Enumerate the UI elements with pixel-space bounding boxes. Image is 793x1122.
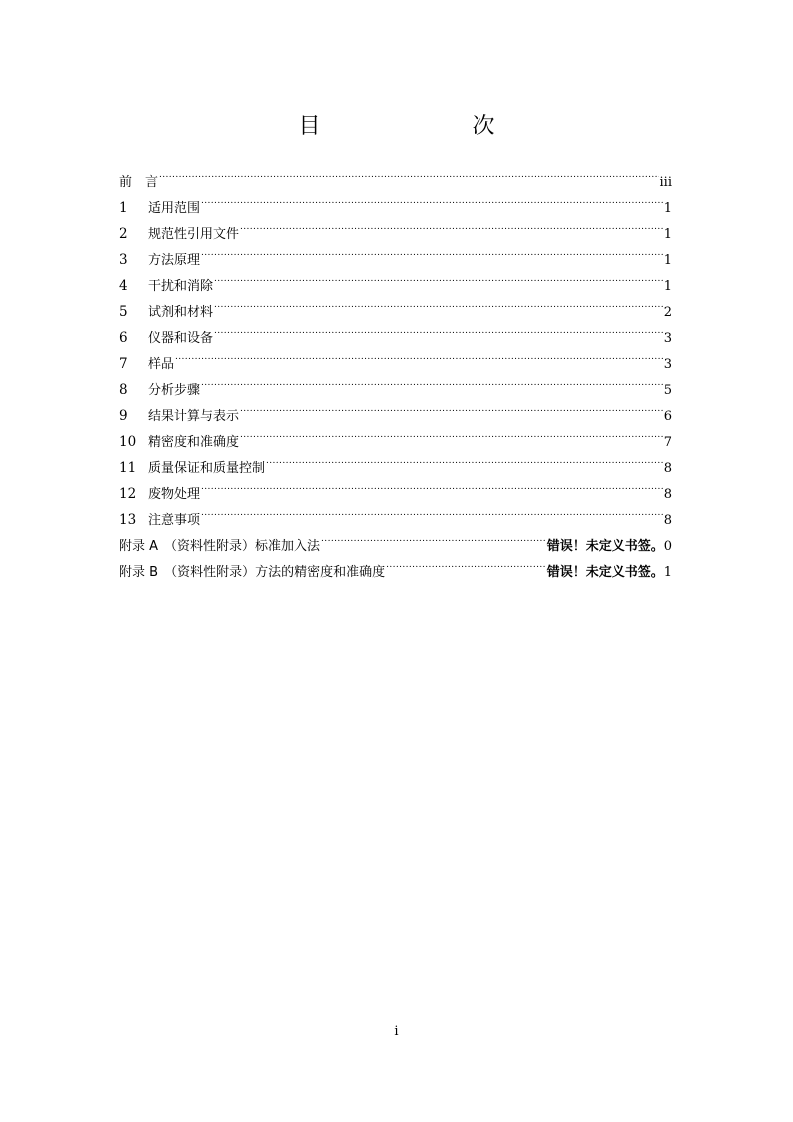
- toc-entry-page: 1: [663, 227, 672, 242]
- toc-entry-number: 10: [119, 434, 137, 450]
- toc-leader-dots: [240, 212, 663, 238]
- toc-entry-number: 2: [119, 226, 128, 242]
- toc-entry-label: （资料性附录）标准加入法: [164, 539, 321, 554]
- toc-entry-label: 规范性引用文件: [148, 227, 240, 242]
- toc-entry-label: 前 言: [119, 175, 159, 190]
- toc-entry-number: 11: [119, 460, 137, 476]
- toc-entry-page: iii: [659, 175, 672, 190]
- toc-error-bookmark: 错误！未定义书签。: [546, 565, 664, 580]
- toc-entry-number: 13: [119, 512, 137, 528]
- toc-leader-dots: [201, 368, 663, 394]
- toc-list: [119, 160, 672, 580]
- toc-leader-dots: [240, 394, 663, 420]
- toc-entry-page: 1: [663, 201, 672, 216]
- toc-leader-dots: [175, 342, 663, 368]
- toc-leader-dots: [214, 316, 663, 342]
- toc-entry-foreword[interactable]: [119, 160, 672, 190]
- toc-entry-label: （资料性附录）方法的精密度和准确度: [164, 565, 386, 580]
- toc-entry-page: 3: [663, 331, 672, 346]
- toc-entry-number: 8: [119, 382, 128, 398]
- toc-entry-number: 1: [119, 200, 128, 216]
- toc-entry-number: 9: [119, 408, 128, 424]
- toc-entry-page: 1: [663, 279, 672, 294]
- toc-entry-page: 7: [663, 435, 672, 450]
- toc-entry-label: 分析步骤: [148, 383, 201, 398]
- toc-leader-dots: [386, 550, 546, 576]
- toc-leader-dots: [266, 446, 663, 472]
- toc-entry-appendix-a[interactable]: [119, 524, 672, 554]
- toc-entry-label: 仪器和设备: [148, 331, 214, 346]
- toc-entry-4[interactable]: [119, 264, 672, 294]
- toc-leader-dots: [321, 524, 546, 550]
- toc-entry-label: 适用范围: [148, 201, 201, 216]
- toc-entry-label: 精密度和准确度: [148, 435, 240, 450]
- toc-entry-number: 7: [119, 356, 128, 372]
- toc-entry-label: 干扰和消除: [148, 279, 214, 294]
- toc-entry-label: 试剂和材料: [148, 305, 214, 320]
- toc-entry-number: 5: [119, 304, 128, 320]
- toc-entry-page: 5: [663, 383, 672, 398]
- toc-leader-dots: [159, 160, 659, 186]
- toc-leader-dots: [201, 238, 663, 264]
- toc-leader-dots: [214, 264, 663, 290]
- toc-entry-9[interactable]: [119, 394, 672, 424]
- toc-entry-number: 附录 B: [119, 565, 159, 580]
- toc-entry-label: 结果计算与表示: [148, 409, 240, 424]
- toc-error-bookmark: 错误！未定义书签。: [546, 539, 664, 554]
- toc-entry-page: 0: [663, 539, 672, 554]
- toc-entry-label: 样品: [148, 357, 175, 372]
- toc-entry-page: 8: [663, 461, 672, 476]
- toc-leader-dots: [240, 420, 663, 446]
- page-number: i: [394, 1024, 399, 1039]
- toc-entry-label: 方法原理: [148, 253, 201, 268]
- toc-entry-8[interactable]: [119, 368, 672, 398]
- toc-entry-3[interactable]: [119, 238, 672, 268]
- toc-entry-page: 1: [663, 253, 672, 268]
- toc-entry-number: 4: [119, 278, 128, 294]
- toc-entry-1[interactable]: [119, 186, 672, 216]
- toc-leader-dots: [201, 186, 663, 212]
- toc-entry-page: 2: [663, 305, 672, 320]
- toc-entry-2[interactable]: [119, 212, 672, 242]
- toc-entry-number: 6: [119, 330, 128, 346]
- toc-entry-label: 注意事项: [148, 513, 201, 528]
- toc-leader-dots: [201, 472, 663, 498]
- toc-entry-page: 8: [663, 487, 672, 502]
- toc-entry-page: 8: [663, 513, 672, 528]
- toc-entry-label: 废物处理: [148, 487, 201, 502]
- toc-entry-label: 质量保证和质量控制: [148, 461, 266, 476]
- toc-title: 目 次: [298, 114, 531, 139]
- toc-entry-number: 3: [119, 252, 128, 268]
- toc-entry-7[interactable]: [119, 342, 672, 372]
- toc-leader-dots: [214, 290, 663, 316]
- toc-leader-dots: [201, 498, 663, 524]
- toc-entry-12[interactable]: [119, 472, 672, 502]
- toc-entry-page: 1: [663, 565, 672, 580]
- toc-entry-13[interactable]: [119, 498, 672, 528]
- toc-entry-page: 3: [663, 357, 672, 372]
- toc-entry-number: 12: [119, 486, 137, 502]
- toc-entry-page: 6: [663, 409, 672, 424]
- toc-entry-number: 附录 A: [119, 539, 159, 554]
